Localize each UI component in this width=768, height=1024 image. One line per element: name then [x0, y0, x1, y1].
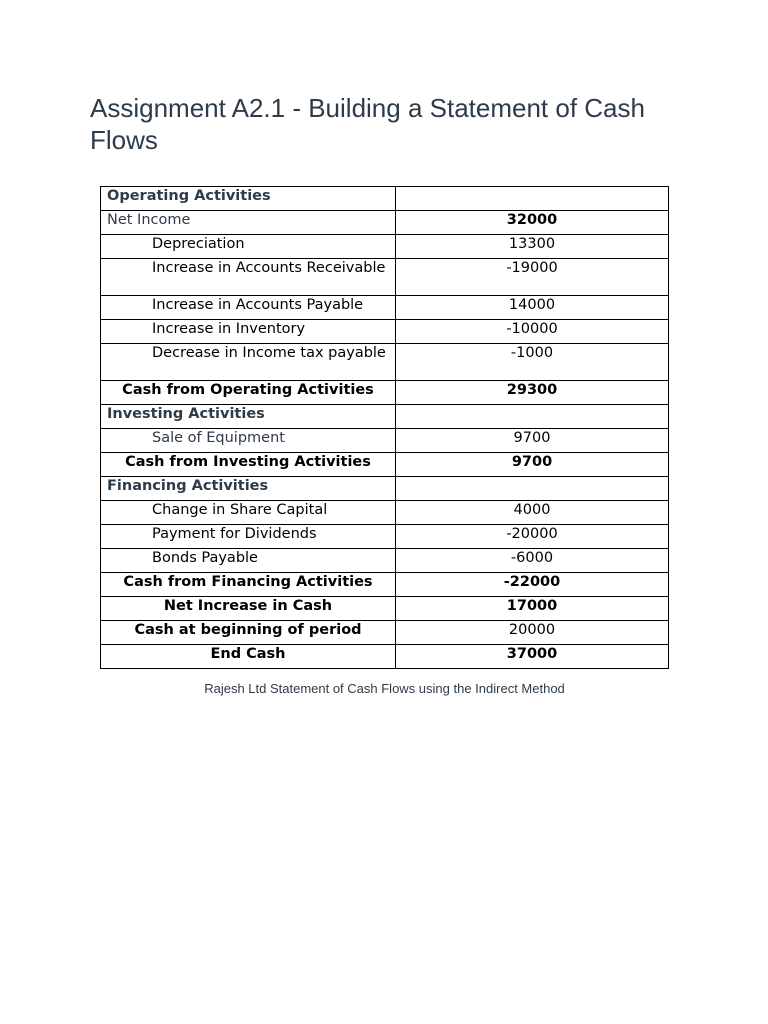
value-accounts-payable: 14000 — [396, 296, 669, 320]
table-row — [101, 453, 669, 477]
table-row — [101, 525, 669, 549]
row-label-inventory: Increase in Inventory — [101, 320, 396, 344]
row-label-accounts-payable: Increase in Accounts Payable — [101, 296, 396, 320]
value-sale-of-equipment: 9700 — [396, 429, 669, 453]
value-accounts-receivable: -19000 — [396, 259, 669, 296]
table-caption: Rajesh Ltd Statement of Cash Flows using the Indirect Method — [204, 681, 565, 696]
cash-flow-table — [100, 186, 669, 669]
value-cell — [396, 477, 669, 501]
table-row — [101, 477, 669, 501]
value-cash-investing: 9700 — [396, 453, 669, 477]
table-row — [101, 405, 669, 429]
row-label-cash-financing: Cash from Financing Activities — [101, 573, 396, 597]
table-row — [101, 235, 669, 259]
row-label-bonds-payable: Bonds Payable — [101, 549, 396, 573]
row-label-net-income: Net Income — [101, 211, 396, 235]
table-row — [101, 645, 669, 669]
row-label-cash-operating: Cash from Operating Activities — [101, 381, 396, 405]
value-inventory: -10000 — [396, 320, 669, 344]
table-row — [101, 296, 669, 320]
row-label-end-cash: End Cash — [101, 645, 396, 669]
section-header-financing: Financing Activities — [101, 477, 396, 501]
table-row — [101, 621, 669, 645]
table-row — [101, 573, 669, 597]
value-income-tax-payable: -1000 — [396, 344, 669, 381]
row-label-share-capital: Change in Share Capital — [101, 501, 396, 525]
value-dividends: -20000 — [396, 525, 669, 549]
value-cash-financing: -22000 — [396, 573, 669, 597]
value-end-cash: 37000 — [396, 645, 669, 669]
table-row — [101, 211, 669, 235]
table-row — [101, 320, 669, 344]
section-header-operating: Operating Activities — [101, 187, 396, 211]
page-title: Assignment A2.1 - Building a Statement of Cash Flows — [90, 93, 645, 155]
table-row — [101, 259, 669, 296]
value-cell — [396, 405, 669, 429]
table-row — [101, 381, 669, 405]
table-row — [101, 344, 669, 381]
value-cell — [396, 187, 669, 211]
row-label-income-tax-payable: Decrease in Income tax payable — [101, 344, 396, 381]
row-label-net-increase: Net Increase in Cash — [101, 597, 396, 621]
value-net-income: 32000 — [396, 211, 669, 235]
row-label-accounts-receivable: Increase in Accounts Receivable — [101, 259, 396, 296]
row-label-depreciation: Depreciation — [101, 235, 396, 259]
table-row — [101, 501, 669, 525]
table-row — [101, 549, 669, 573]
row-label-sale-of-equipment: Sale of Equipment — [101, 429, 396, 453]
value-bonds-payable: -6000 — [396, 549, 669, 573]
table-row — [101, 597, 669, 621]
section-header-investing: Investing Activities — [101, 405, 396, 429]
value-net-increase: 17000 — [396, 597, 669, 621]
table-row — [101, 429, 669, 453]
row-label-cash-beginning: Cash at beginning of period — [101, 621, 396, 645]
table-row — [101, 187, 669, 211]
row-label-dividends: Payment for Dividends — [101, 525, 396, 549]
value-depreciation: 13300 — [396, 235, 669, 259]
row-label-cash-investing: Cash from Investing Activities — [101, 453, 396, 477]
value-share-capital: 4000 — [396, 501, 669, 525]
value-cash-operating: 29300 — [396, 381, 669, 405]
value-cash-beginning: 20000 — [396, 621, 669, 645]
